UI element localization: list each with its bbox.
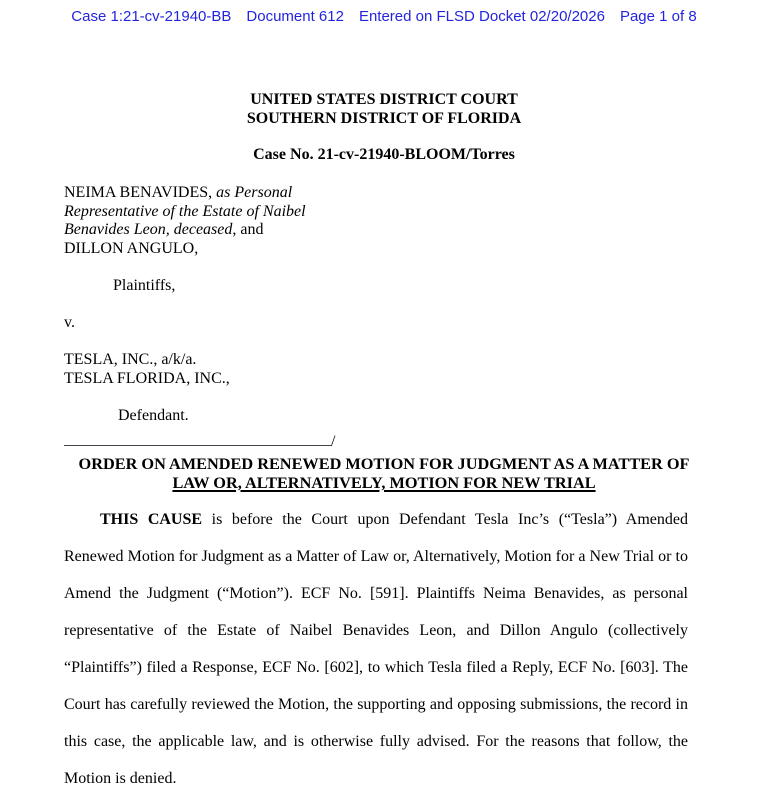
case-number: Case No. 21-cv-21940-BLOOM/Torres	[253, 146, 515, 163]
defendant-label: Defendant.	[118, 406, 189, 424]
court-name-line1: UNITED STATES DISTRICT COURT	[250, 91, 518, 108]
plaintiff-name-line	[64, 240, 364, 259]
caption-separator-line	[64, 426, 331, 446]
plaintiff-name-text: , and	[232, 221, 264, 239]
caption-separator	[64, 426, 364, 451]
plaintiff-name-line	[64, 203, 364, 222]
plaintiff-name-text: NEIMA BENAVIDES,	[64, 184, 217, 201]
plaintiff-role-italic: Benavides Leon, deceased	[64, 221, 233, 239]
docket-entered-date: Entered on FLSD Docket 02/20/2026	[358, 8, 605, 25]
caption-separator-slash: /	[331, 433, 336, 451]
this-cause-lead: THIS CAUSE	[100, 511, 203, 528]
defendant-name-line: TESLA, INC., a/k/a.	[64, 351, 197, 369]
plaintiff-role-italic: Representative of the Estate of Naibel	[64, 202, 306, 220]
plaintiff-names	[64, 184, 364, 259]
plaintiff-name-line	[64, 221, 364, 240]
plaintiff-name-text: DILLON ANGULO,	[64, 240, 199, 258]
court-name	[0, 91, 768, 128]
docket-document-number: Document 612	[246, 8, 344, 25]
order-body-text: is before the Court upon Defendant Tesla Inc’s (“Tesla”) Amended Renewed Motion for Judgment as a Matter of Law or, Alternatively, Motion for a New Trial or to Amend the Judgment (“Motion”). ECF No. [591]. Plaintiffs Neima Benavides, as personal representative of the Estate of Naibel Benavides Leon, and Dillon Angulo (collectively “Plaintiffs”) filed a Response, ECF No. [602], to which Tesla filed a Reply, ECF No. [603]. The Court has carefully reviewed the Motion, the supporting and opposing submissions, the record in this case, the applicable law, and is otherwise fully advised. For the reasons that follow, the Motion is denied.	[64, 511, 688, 787]
order-title-line2: LAW OR, ALTERNATIVELY, MOTION FOR NEW TRIAL	[172, 472, 596, 492]
defendant-names	[64, 351, 364, 388]
order-title-line1: ORDER ON AMENDED RENEWED MOTION FOR JUDGMENT AS A MATTER OF	[78, 454, 690, 473]
plaintiff-role-italic: as Personal	[216, 184, 293, 201]
plaintiff-name-line	[64, 184, 364, 203]
defendant-name-line: TESLA FLORIDA, INC.,	[64, 369, 230, 387]
docket-page-indicator: Page 1 of 8	[619, 8, 697, 25]
docket-stamp-header	[0, 8, 768, 25]
versus-marker: v.	[64, 314, 75, 332]
docket-case-number: Case 1:21-cv-21940-BB	[71, 8, 232, 25]
court-name-line2: SOUTHERN DISTRICT OF FLORIDA	[246, 109, 522, 127]
order-body-paragraph	[64, 501, 688, 797]
case-caption	[64, 184, 364, 451]
plaintiffs-label: Plaintiffs,	[113, 276, 176, 294]
order-title	[0, 455, 768, 493]
